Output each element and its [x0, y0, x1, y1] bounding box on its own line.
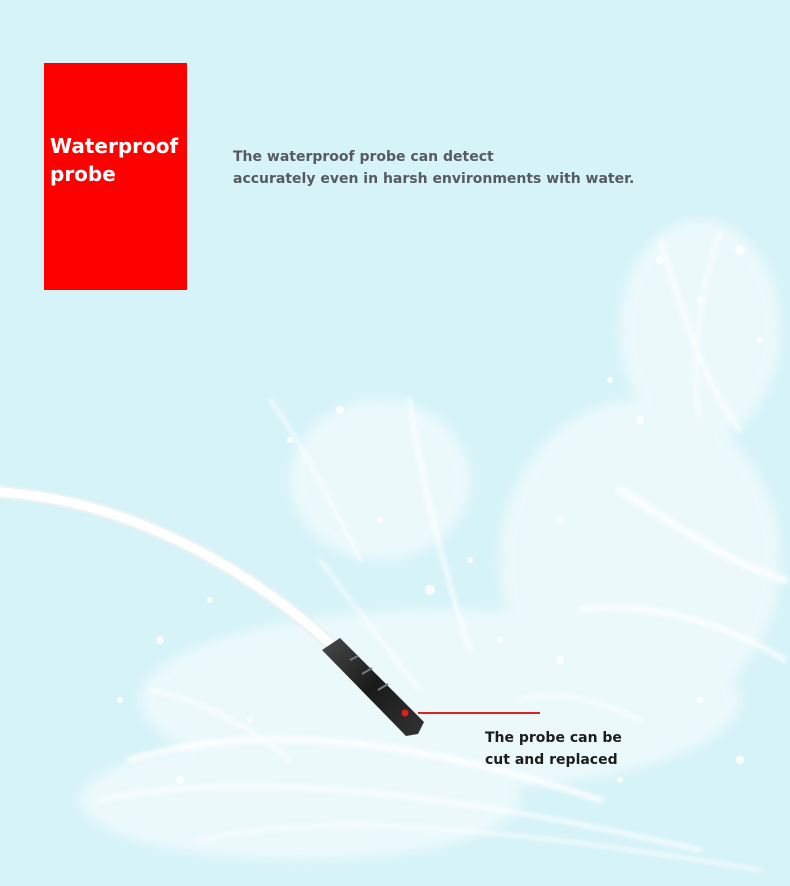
waterproof-badge — [44, 63, 187, 290]
intro-description: The waterproof probe can detect accurately even in harsh environments with water. — [233, 149, 635, 187]
badge-title: Waterproof probe — [50, 134, 179, 186]
probe-callout-label: The probe can be cut and replaced — [485, 730, 622, 768]
